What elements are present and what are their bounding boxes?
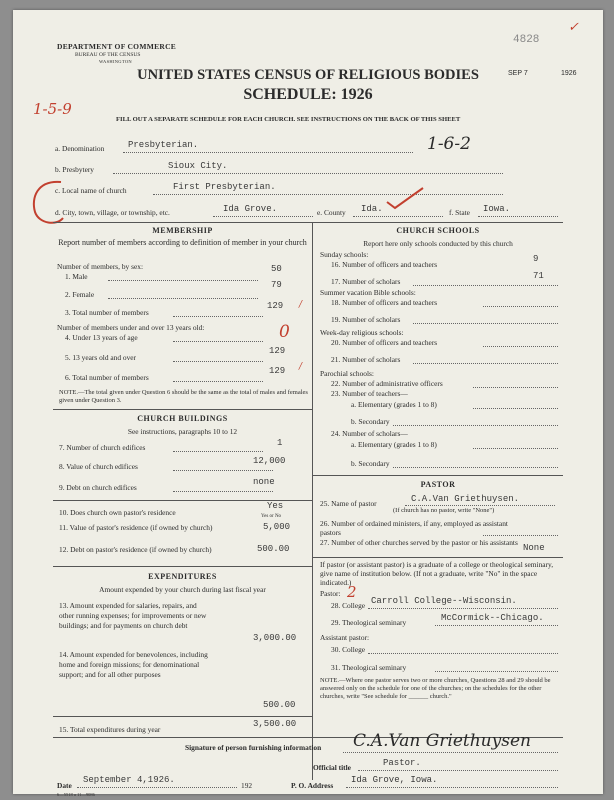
presbytery-label: b. Presbytery bbox=[55, 165, 94, 174]
department-name: DEPARTMENT OF COMMERCE bbox=[57, 42, 177, 51]
county-line bbox=[353, 216, 443, 217]
teachers-secondary-label: b. Secondary bbox=[351, 417, 390, 426]
city-label: d. City, town, village, or township, etc. bbox=[55, 208, 170, 217]
received-stamp-year: 1926 bbox=[561, 70, 577, 77]
city-value: Ida Grove. bbox=[223, 204, 278, 214]
schools-title: CHURCH SCHOOLS bbox=[396, 226, 480, 235]
scholars-secondary-label: b. Secondary bbox=[351, 459, 390, 468]
date-value: September 4,1926. bbox=[83, 775, 175, 785]
handwritten-code: 1-6-2 bbox=[427, 134, 471, 154]
expenditures-intro: Amount expended by your church during last fiscal year bbox=[99, 585, 266, 594]
signature-value: C.A.Van Griethuysen bbox=[353, 731, 531, 751]
female-value: 79 bbox=[271, 280, 282, 290]
college-label: 28. College bbox=[331, 601, 366, 610]
parochial-schools-heading: Parochial schools: bbox=[320, 369, 374, 378]
summer-scholars-label: 19. Number of scholars bbox=[331, 315, 401, 324]
edifice-debt-value: none bbox=[253, 477, 275, 487]
residence-value-label: 11. Value of pastor's residence (if owned by church) bbox=[59, 523, 213, 532]
edifice-value-label: 8. Value of church edifices bbox=[59, 462, 138, 471]
members-by-age: Number of members under and over 13 years old: bbox=[57, 323, 205, 332]
denomination-line bbox=[123, 152, 413, 153]
city-name: WASHINGTON bbox=[99, 59, 132, 64]
over-13-label: 5. 13 years old and over bbox=[65, 353, 137, 362]
residence-debt-value: 500.00 bbox=[257, 544, 290, 554]
official-title-label: Official title bbox=[313, 763, 351, 772]
total-members-2-label: 6. Total number of members bbox=[65, 373, 149, 382]
county-label: e. County bbox=[317, 208, 346, 217]
benevolences-label: 14. Amount expended for benevolences, including home and foreign missions; for denominational support; and for all other purposes bbox=[59, 650, 208, 679]
other-churches-value: None bbox=[523, 543, 545, 553]
members-by-sex: Number of members, by sex: bbox=[57, 262, 143, 271]
local-name-line bbox=[153, 194, 503, 195]
county-value: Ida. bbox=[361, 204, 383, 214]
presbytery-line bbox=[113, 173, 503, 174]
form-title: UNITED STATES CENSUS OF RELIGIOUS BODIES bbox=[137, 67, 479, 83]
date-label: Date bbox=[57, 781, 72, 790]
other-churches-label: 27. Number of other churches served by the pastor or his assistants bbox=[320, 538, 518, 547]
schedule-title: SCHEDULE: 1926 bbox=[243, 86, 373, 103]
year-suffix: 192 bbox=[241, 781, 253, 790]
instruction-banner: FILL OUT A SEPARATE SCHEDULE FOR EACH CHURCH. SEE INSTRUCTIONS ON THE BACK OF THIS SHEET bbox=[116, 116, 461, 123]
membership-intro: Report number of members according to definition of member in your church bbox=[58, 238, 307, 247]
owns-residence-value: Yes bbox=[267, 501, 284, 511]
check-mark-icon: ✓ bbox=[568, 20, 579, 35]
state-value: Iowa. bbox=[483, 204, 511, 214]
edifice-debt-label: 9. Debt on church edifices bbox=[59, 483, 137, 492]
running-expenses-value: 3,000.00 bbox=[253, 633, 297, 643]
edifices-value: 1 bbox=[277, 438, 283, 448]
local-name-value: First Presbyterian. bbox=[173, 182, 276, 192]
weekday-scholars-label: 21. Number of scholars bbox=[331, 355, 401, 364]
parochial-teachers-label: 23. Number of teachers— bbox=[331, 389, 408, 398]
pastor-name-label: 25. Name of pastor bbox=[320, 499, 377, 508]
edifice-value-amount: 12,000 bbox=[253, 456, 286, 466]
state-label: f. State bbox=[449, 208, 470, 217]
sunday-schools-heading: Sunday schools: bbox=[320, 250, 369, 259]
red-check-icon bbox=[383, 186, 427, 210]
denomination-value: Presbyterian. bbox=[128, 140, 199, 150]
parochial-scholars-label: 24. Number of scholars— bbox=[331, 429, 408, 438]
signature-label: Signature of person furnishing information bbox=[185, 743, 322, 752]
pastor-title: PASTOR bbox=[420, 480, 456, 489]
total-members-2-value: 129 bbox=[269, 366, 286, 376]
summer-schools-heading: Summer vacation Bible schools: bbox=[320, 288, 416, 297]
seminary-label: 29. Theological seminary bbox=[331, 618, 407, 627]
seminary-value: McCormick--Chicago. bbox=[441, 613, 544, 623]
residence-value-amount: 5,000 bbox=[263, 522, 291, 532]
sunday-officers-value: 9 bbox=[533, 254, 539, 264]
under-13-value: 0 bbox=[279, 322, 290, 342]
po-address-value: Ida Grove, Iowa. bbox=[351, 775, 438, 785]
presbytery-value: Sioux City. bbox=[168, 161, 228, 171]
over-13-value: 129 bbox=[269, 346, 286, 356]
file-number: 4828 bbox=[513, 34, 540, 46]
sunday-scholars-value: 71 bbox=[533, 271, 544, 281]
total-members-label: 3. Total number of members bbox=[65, 308, 149, 317]
weekday-schools-heading: Week-day religious schools: bbox=[320, 328, 404, 337]
owns-residence-label: 10. Does church own pastor's residence bbox=[59, 508, 176, 517]
pastor-name-value: C.A.Van Griethuysen. bbox=[411, 494, 520, 504]
under-13-label: 4. Under 13 years of age bbox=[65, 333, 138, 342]
po-address-label: P. O. Address bbox=[291, 781, 334, 790]
buildings-title: CHURCH BUILDINGS bbox=[137, 414, 228, 423]
expenditures-title: EXPENDITURES bbox=[148, 572, 217, 581]
male-value: 50 bbox=[271, 264, 282, 274]
weekday-officers-label: 20. Number of officers and teachers bbox=[331, 338, 438, 347]
pastor-note: NOTE.—Where one pastor serves two or more churches, Questions 28 and 29 should be answered only on the schedule for one of the churches; on the schedules for the other churches, write "See schedule for ______ church." bbox=[320, 677, 551, 700]
residence-debt-label: 12. Debt on pastor's residence (if owned by church) bbox=[59, 545, 212, 554]
total-expenditures-value: 3,500.00 bbox=[253, 719, 297, 729]
assistant-pastors-label: 26. Number of ordained ministers, if any, employed as assistant pastors bbox=[320, 519, 508, 537]
schools-intro: Report here only schools conducted by this church bbox=[363, 239, 513, 248]
female-label: 2. Female bbox=[65, 290, 95, 299]
assistant-subheading: Assistant pastor: bbox=[320, 633, 370, 642]
sunday-officers-label: 16. Number of officers and teachers bbox=[331, 260, 438, 269]
red-pencil-circle-icon bbox=[27, 178, 71, 228]
red-pencil-code: 1-5-9 bbox=[33, 100, 72, 118]
scholars-elementary-label: a. Elementary (grades 1 to 8) bbox=[351, 440, 437, 449]
benevolences-value: 500.00 bbox=[263, 700, 296, 710]
buildings-intro: See instructions, paragraphs 10 to 12 bbox=[127, 427, 238, 436]
total-expenditures-label: 15. Total expenditures during year bbox=[59, 725, 161, 734]
membership-title: MEMBERSHIP bbox=[152, 226, 213, 235]
male-label: 1. Male bbox=[65, 272, 88, 281]
running-expenses-label: 13. Amount expended for salaries, repairs, and other running expenses; for improvements or new buildings; and for payments on church debt bbox=[59, 601, 207, 630]
state-line bbox=[478, 216, 558, 217]
denomination-label: a. Denomination bbox=[55, 144, 105, 153]
assistant-college-label: 30. College bbox=[331, 645, 366, 654]
college-value: Carroll College--Wisconsin. bbox=[371, 596, 517, 606]
pastor-subheading: Pastor: bbox=[320, 589, 341, 598]
summer-officers-label: 18. Number of officers and teachers bbox=[331, 298, 438, 307]
total-members-value: 129 bbox=[267, 301, 284, 311]
membership-note: NOTE.—The total given under Question 6 should be the same as the total of males and females given under Question 3. bbox=[59, 389, 308, 404]
local-name-label: c. Local name of church bbox=[55, 186, 127, 195]
assistant-seminary-label: 31. Theological seminary bbox=[331, 663, 407, 672]
census-form: 4828 ✓ SEP 7 1926 DEPARTMENT OF COMMERCE BUREAU OF THE CENSUS WASHINGTON UNITED STATES CENSUS OF RELIGIOUS BODIES SCHEDULE: 1926 FILL OUT A SEPARATE SCHEDULE FOR EACH CHURCH. SEE INSTRUCTIONS ON THE BACK OF THIS SHEET 1-5-9 1-6-2 a. Denomination Presbyterian. b. Presbytery Sioux City. c. Local name of church First Presbyterian. d. City, town, village, or township, etc. Ida Grove. e. County Ida. f. State Iowa. MEMBERSHIP Report number of members according to definition of member in your church Number of members, by sex: 1. Male 50 2. Female 79 3. Total number of members 129 / Number of members under and over 13 years old: 4. Under 13 years of age 0 5. 13 years old and over 129 6. Total number of members 129 / NOTE.—The total given under Question 6 should be the same as the total of males and females given under Question 3. CHURCH BUILDINGS See instructions, paragraphs 10 to 12 7. Number of church edifices 1 8. Value of church edifices 12,000 9. Debt on church edifices none 10. Does church own pastor's residence Yes Yes or No 11. Value of pastor's residence (if owned by church) 5,000 12. Debt on pastor's residence (if owned by church) 500.00 EXPENDITURES Amount expended by your church during last fiscal year 13. Amount expended for salaries, repairs, and other running expenses; for improvements or new buildings; and for payments on church debt 3,000.00 14. Amount expended for benevolences, including home and foreign missions; for denominational support; and for all other purposes 500.00 15. Total expenditures during year 3,500.00 CHURCH SCHOOLS Report here only schools conducted by this church Sunday schools: 16. Number of officers and teachers 9 17. Number of scholars 71 Summer vacation Bible schools: 18. Number of officers and teachers 19. Number of scholars Week-day religious schools: 20. Number of officers and teachers 21. Number of scholars Parochial schools: 22. Number of administrative officers 23. Number of teachers— a. Elementary (grades 1 to 8) b. Secondary 24. Number of scholars— a. Elementary (grades 1 to 8) b. Secondary PASTOR 25. Name of pastor C.A.Van Griethuysen. (If church has no pastor, write "None") 26. Number of ordained ministers, if any, employed as assistant pastors 27. Number of other churches served by the pastor or his assistants None If pastor (or assistant pastor) is a graduate of a college or theological seminary, give name of institution below. (If not a graduate, write "No" in the space indicated.) Pastor: 2 28. College Carroll College--Wisconsin. 29. Theological seminary McCormick--Chicago. Assistant pastor: 30. College 31. Theological seminary NOTE.—Where one pastor serves two or more churches, Questions 28 and 29 should be answered only on the schedule for one of the churches; on the schedules for the other churches, write "See schedule for ______ church." Signature of person furnishing information C.A.Van Griethuysen Official title Pastor. Date September 4,1926. 192 P. O. Address Ida Grove, Iowa. 6—5518 a 11—9086 bbox=[13, 10, 603, 794]
city-line bbox=[213, 216, 313, 217]
edifices-label: 7. Number of church edifices bbox=[59, 443, 146, 452]
pastor-name-hint: (If church has no pastor, write "None") bbox=[393, 507, 495, 514]
official-title-value: Pastor. bbox=[383, 758, 421, 768]
sunday-scholars-label: 17. Number of scholars bbox=[331, 277, 401, 286]
red-mark-2: 2 bbox=[347, 583, 357, 601]
yes-no-hint: Yes or No bbox=[261, 514, 282, 519]
teachers-elementary-label: a. Elementary (grades 1 to 8) bbox=[351, 400, 437, 409]
print-code: 6—5518 a 11—9086 bbox=[57, 792, 95, 797]
received-stamp-month: SEP 7 bbox=[508, 70, 528, 77]
bureau-name: BUREAU OF THE CENSUS bbox=[75, 52, 141, 58]
parochial-admin-label: 22. Number of administrative officers bbox=[331, 379, 443, 388]
graduate-note: If pastor (or assistant pastor) is a graduate of a college or theological seminary, give name of institution below. (If not a graduate, write "No" in the space indicated.) bbox=[320, 560, 554, 587]
